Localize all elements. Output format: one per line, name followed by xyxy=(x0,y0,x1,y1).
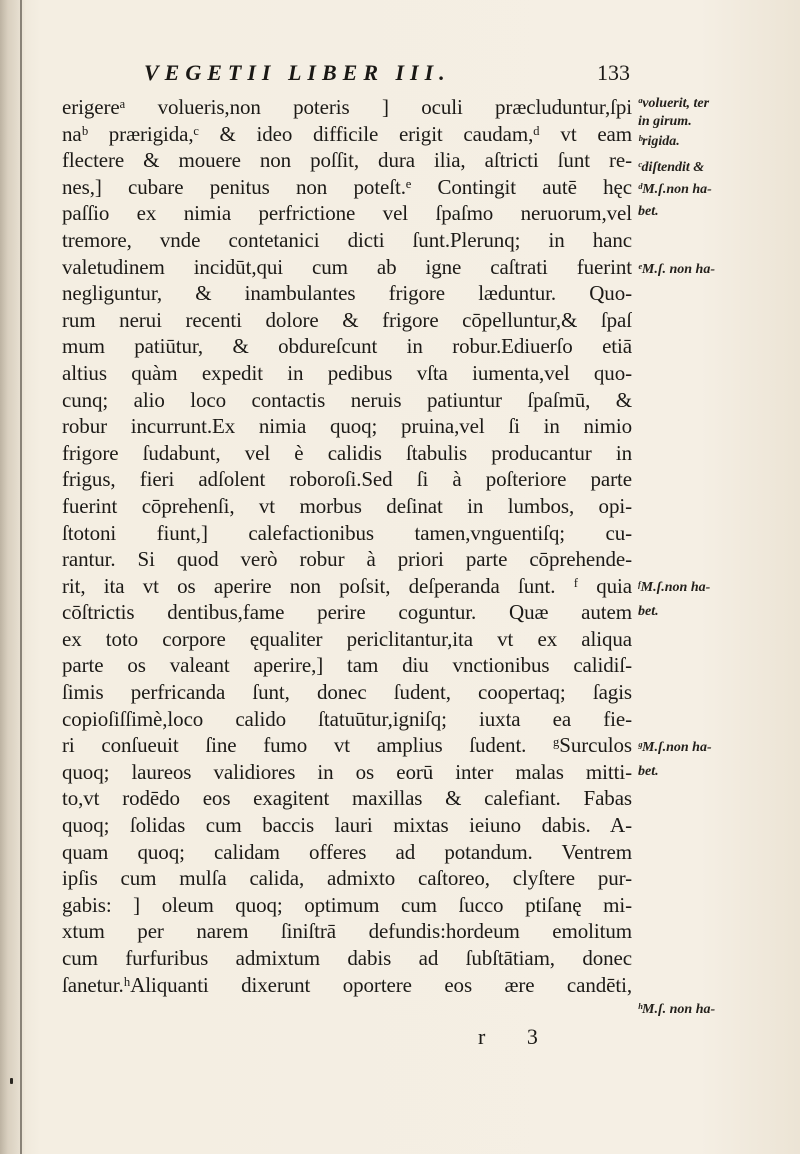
text-line: ex toto corpore ęqualiter periclitantur,ita vt ex aliqua xyxy=(62,626,632,651)
margin-note: bet. xyxy=(638,764,659,779)
text-line: copioſiſſimè,loco calido ſtatuūtur,igniſq; iuxta ea fie- xyxy=(62,706,632,731)
text-line: tremore, vnde contetanici dicti ſunt.Plerunq; in hanc xyxy=(62,227,632,252)
text-line: cunq; alio loco contactis neruis patiuntur ſpaſmū, & xyxy=(62,387,632,412)
margin-note: ᵍM.ſ.non ha- xyxy=(638,740,712,755)
margin-note: ᵈM.ſ.non ha- xyxy=(638,182,712,197)
text-line: fuerint cōprehenſi, vt morbus deſinat in lumbos, opi- xyxy=(62,493,632,518)
text-line: valetudinem incidūt,qui cum ab igne caſtrati fuerint xyxy=(62,254,632,279)
text-line: rantur. Si quod verò robur à priori parte cōprehende- xyxy=(62,547,632,572)
text-line: cōſtrictis dentibus,fame perire coguntur. Quæ autem xyxy=(62,600,632,625)
text-line: paſſio ex nimia perfrictione vel ſpaſmo neruorum,vel xyxy=(62,201,632,226)
text-line: frigore ſudabunt, vel è calidis ſtabulis producantur in xyxy=(62,440,632,465)
text-line: negliguntur, & inambulantes frigore læduntur. Quo- xyxy=(62,281,632,306)
margin-note: ᶜdiſtendit & xyxy=(638,160,705,175)
text-line: rum nerui recenti dolore & frigore cōpelluntur,& ſpaſ xyxy=(62,307,632,332)
text-line: ſimis perfricanda ſunt, donec ſudent, coopertaq; ſagis xyxy=(62,680,632,705)
text-line: flectere & mouere non poſſit, dura ilia, aſtricti ſunt re- xyxy=(62,148,632,173)
margin-note: bet. xyxy=(638,604,659,619)
margin-note: in girum. xyxy=(638,114,692,129)
text-line: robur incurrunt.Ex nimia quoq; pruina,vel ſi in nimio xyxy=(62,414,632,439)
text-line: parte os valeant aperire,] tam diu vnctionibus calidiſ- xyxy=(62,653,632,678)
text-line: xtum per narem ſiniſtrā defundis:hordeum emolitum xyxy=(62,919,632,944)
margin-note: ʰM.ſ. non ha- xyxy=(638,1002,716,1017)
running-head xyxy=(100,60,640,94)
margin-note: ᵇrigida. xyxy=(638,134,680,149)
page-number: 133 xyxy=(597,60,630,85)
margin-note: ᵃvoluerit, ter xyxy=(638,96,710,111)
binding-edge xyxy=(20,0,22,1154)
running-title: VEGETII LIBER III. xyxy=(144,60,451,85)
text-line: quoq; laureos validiores in os eorū inter malas mitti- xyxy=(62,759,632,784)
text-line: ſanetur.ʰAliquanti dixerunt oportere eos ære candēti, xyxy=(62,972,632,997)
text-line: gabis: ] oleum quoq; optimum cum ſucco ptiſanę mi- xyxy=(62,892,632,917)
text-line: quoq; ſolidas cum baccis lauri mixtas ieiuno dabis. A- xyxy=(62,813,632,838)
text-line: cum furfuribus admixtum dabis ad ſubſtātiam, donec xyxy=(62,946,632,970)
margin-note: bet. xyxy=(638,204,659,219)
text-line: to,vt rodēdo eos exagitent maxillas & calefiant. Fabas xyxy=(62,786,632,811)
main-text-block xyxy=(62,94,632,998)
text-line: altius quàm expedit in pedibus vſta iumenta,vel quo- xyxy=(62,360,632,385)
margin-note: ᶠM.ſ.non ha- xyxy=(638,580,711,595)
text-line: ri conſueuit ſine fumo vt amplius ſudent. ᵍSurculos xyxy=(62,733,632,758)
signature-mark: r 3 xyxy=(478,1024,556,1049)
text-line: nes,] cubare penitus non poteſt.ᵉ Contingit autē hęc xyxy=(62,174,632,199)
text-line: rit, ita vt os aperire non poſsit, deſperanda ſunt. ᶠ quia xyxy=(62,573,632,598)
text-line: ſtotoni fiunt,] calefactionibus tamen,vnguentiſq; cu- xyxy=(62,520,632,545)
text-line: frigus, fieri adſolent roboroſi.Sed ſi à poſteriore parte xyxy=(62,467,632,492)
margin-note: ᵉM.ſ. non ha- xyxy=(638,262,715,277)
text-line: quam quoq; calidam offeres ad potandum. Ventrem xyxy=(62,839,632,864)
text-line: mum patiūtur, & obdureſcunt in robur.Ediuerſo etiā xyxy=(62,334,632,359)
ink-speck xyxy=(10,1078,13,1084)
binding-shadow xyxy=(0,0,26,1154)
text-line: erigereᵃ volueris,non poteris ] oculi præcluduntur,ſpi xyxy=(62,95,632,119)
text-line: naᵇ prærigida,ᶜ & ideo difficile erigit caudam,ᵈ vt eam xyxy=(62,121,632,146)
text-line: ipſis cum mulſa calida, admixto caſtoreo, clyſtere pur- xyxy=(62,866,632,891)
